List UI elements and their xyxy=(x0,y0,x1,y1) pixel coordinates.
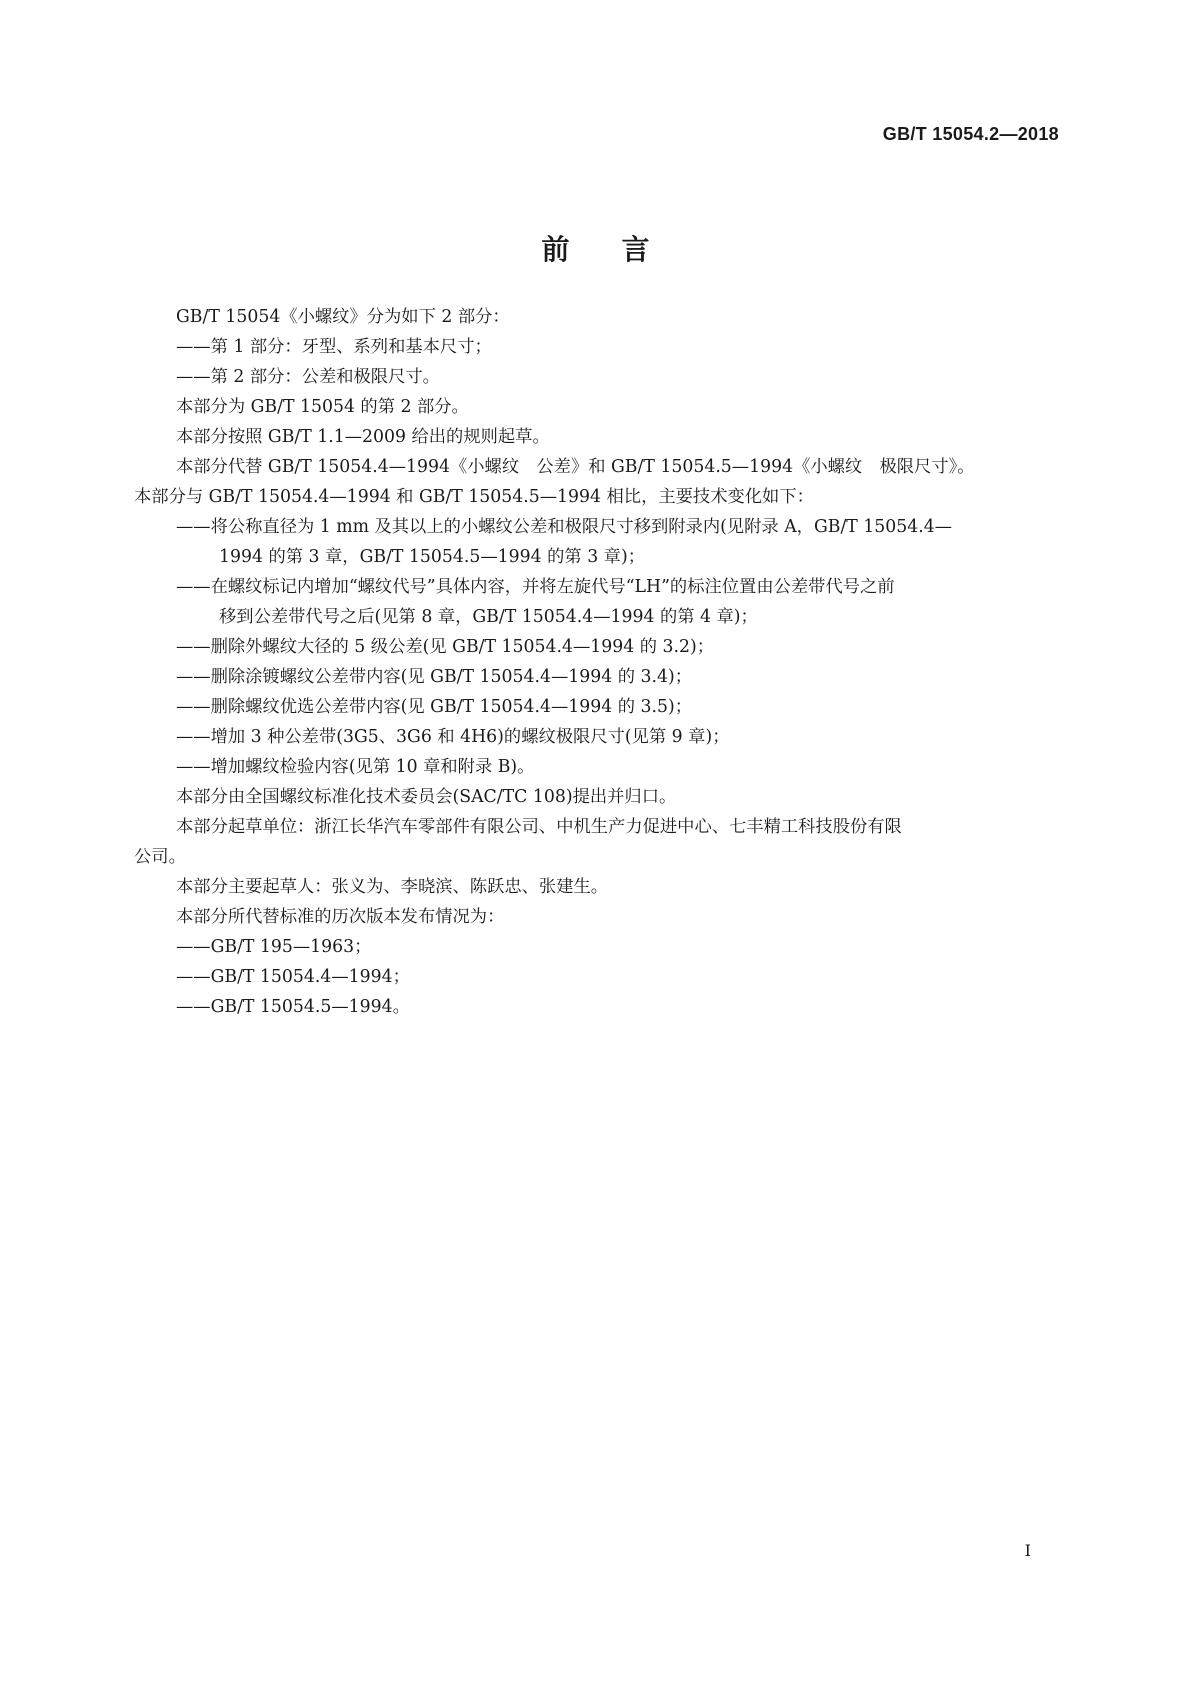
list-item-change1-cont: 1994 的第 3 章，GB/T 15054.5—1994 的第 3 章)； xyxy=(219,547,645,567)
paragraph-drafting-units: 本部分起草单位：浙江长华汽车零部件有限公司、中机生产力促进中心、七丰精工科技股份有限 xyxy=(176,817,902,837)
list-item-history3: ——GB/T 15054.5—1994。 xyxy=(176,997,410,1017)
list-item-change4: ——删除涂镀螺纹公差带内容(见 GB/T 15054.4—1994 的 3.4)； xyxy=(176,667,693,687)
paragraph-proposer: 本部分由全国螺纹标准化技术委员会(SAC/TC 108)提出并归口。 xyxy=(176,787,677,807)
paragraph-drafting-rules: 本部分按照 GB/T 1.1—2009 给出的规则起草。 xyxy=(176,427,550,447)
list-item-change2-cont: 移到公差带代号之后(见第 8 章，GB/T 15054.4—1994 的第 4 章)； xyxy=(219,607,758,627)
list-item-change7: ——增加螺纹检验内容(见第 10 章和附录 B)。 xyxy=(176,757,535,777)
list-item-change3: ——删除外螺纹大径的 5 级公差(见 GB/T 15054.4—1994 的 3.2)； xyxy=(176,637,714,657)
list-item-history2: ——GB/T 15054.4—1994； xyxy=(176,967,410,987)
paragraph-drafters: 本部分主要起草人：张义为、李晓滨、陈跃忠、张建生。 xyxy=(176,877,609,897)
list-item-part1: ——第 1 部分：牙型、系列和基本尺寸； xyxy=(176,337,492,357)
list-item-change6: ——增加 3 种公差带(3G5、3G6 和 4H6)的螺纹极限尺寸(见第 9 章)； xyxy=(176,727,730,747)
list-item-change1: ——将公称直径为 1 mm 及其以上的小螺纹公差和极限尺寸移到附录内(见附录 A，GB/T 15054.4— xyxy=(176,517,953,537)
list-item-history1: ——GB/T 195—1963； xyxy=(176,937,372,957)
page-title: 前言 xyxy=(541,233,702,266)
paragraph-drafting-units-cont: 公司。 xyxy=(134,847,186,867)
paragraph-changes-intro: 本部分与 GB/T 15054.4—1994 和 GB/T 15054.5—1994 相比，主要技术变化如下： xyxy=(134,487,814,507)
paragraph-intro: GB/T 15054《小螺纹》分为如下 2 部分： xyxy=(176,307,510,327)
page-number: I xyxy=(1024,1541,1031,1560)
list-item-change2: ——在螺纹标记内增加“螺纹代号”具体内容，并将左旋代号“LH”的标注位置由公差带代号之前 xyxy=(176,577,895,597)
list-item-change5: ——删除螺纹优选公差带内容(见 GB/T 15054.4—1994 的 3.5)； xyxy=(176,697,693,717)
paragraph-replaces: 本部分代替 GB/T 15054.4—1994《小螺纹 公差》和 GB/T 15054.5—1994《小螺纹 极限尺寸》。 xyxy=(176,457,975,477)
paragraph-part-scope: 本部分为 GB/T 15054 的第 2 部分。 xyxy=(176,397,469,417)
list-item-part2: ——第 2 部分：公差和极限尺寸。 xyxy=(176,367,440,387)
paragraph-history-intro: 本部分所代替标准的历次版本发布情况为： xyxy=(176,907,505,927)
standard-number: GB/T 15054.2—2018 xyxy=(882,124,1059,144)
